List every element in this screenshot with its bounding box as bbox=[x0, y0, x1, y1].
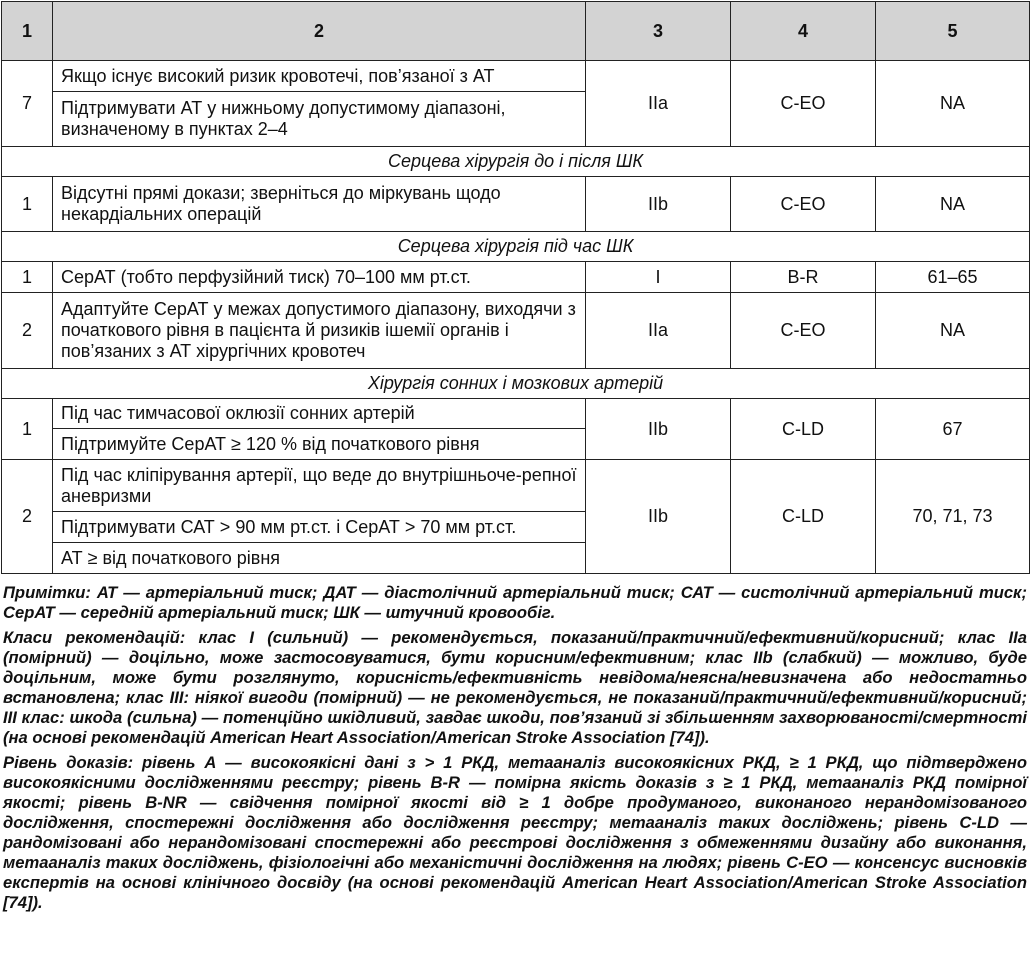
evidence-level: C-LD bbox=[731, 460, 876, 574]
references: 70, 71, 73 bbox=[876, 460, 1030, 574]
row-number: 2 bbox=[2, 293, 53, 369]
evidence-level: C-EO bbox=[731, 293, 876, 369]
recommendation-class: IIa bbox=[586, 61, 731, 147]
references: 67 bbox=[876, 399, 1030, 460]
recommendation-class: IIb bbox=[586, 399, 731, 460]
recommendation-text: Відсутні прямі докази; зверніться до міркувань щодо некардіальних операцій bbox=[53, 177, 586, 232]
column-header: 2 bbox=[53, 2, 586, 61]
table-row bbox=[2, 293, 1030, 369]
recommendation-text: Якщо існує високий ризик кровотечі, пов’язаної з АТ bbox=[53, 61, 586, 92]
evidence-level: C-LD bbox=[731, 399, 876, 460]
recommendation-text: Підтримуйте СерАТ ≥ 120 % від початкового рівня bbox=[53, 429, 586, 460]
evidence-levels-note: Рівень доказів: рівень А — високоякісні дані з > 1 РКД, метааналіз високоякісних РКД, ≥ 1 РКД, що підтверджено високоякісними дослідженнями реєстру; рівень B-R — помірна якість доказів з ≥ 1 РКД, метааналіз РКД помірної якості; рівень B-NR — свідчення помірної якості від ≥ 1 добре продуманого, виконаного нерандомізованого дослідження, спостережні дослідження або дослідження реєстру; метааналіз таких досліджень; рівень C-LD — рандомізовані або нерандомізовані спостережні або реєстрові дослідження з обмеженнями дизайну або виконання, метааналіз таких досліджень, фізіологічні або механістичні дослідження на людях; рівень C-EO — консенсус висновків експертів на основі клінічного досвіду (на основі рекомендацій American Heart Association/American Stroke Association [74]). bbox=[3, 753, 1027, 912]
recommendation-text: Під час тимчасової оклюзії сонних артерій bbox=[53, 399, 586, 429]
section-heading: Хірургія сонних і мозкових артерій bbox=[2, 369, 1030, 399]
references: 61–65 bbox=[876, 262, 1030, 293]
evidence-level: B-R bbox=[731, 262, 876, 293]
section-row bbox=[2, 232, 1030, 262]
column-header: 5 bbox=[876, 2, 1030, 61]
section-heading: Серцева хірургія до і після ШК bbox=[2, 147, 1030, 177]
recommendation-text: СерАТ (тобто перфузійний тиск) 70–100 мм рт.ст. bbox=[53, 262, 586, 293]
section-heading: Серцева хірургія під час ШК bbox=[2, 232, 1030, 262]
section-row bbox=[2, 147, 1030, 177]
table-notes bbox=[3, 583, 1027, 918]
column-header: 4 bbox=[731, 2, 876, 61]
recommendation-text: Підтримувати САТ > 90 мм рт.ст. і СерАТ > 70 мм рт.ст. bbox=[53, 512, 586, 543]
recommendation-class: IIa bbox=[586, 293, 731, 369]
section-row bbox=[2, 369, 1030, 399]
recommendation-text: АТ ≥ від початкового рівня bbox=[53, 543, 586, 574]
references: NA bbox=[876, 293, 1030, 369]
table-row bbox=[2, 177, 1030, 232]
recommendations-table bbox=[1, 1, 1030, 574]
abbreviations-note: Примітки: АТ — артеріальний тиск; ДАТ — діастолічний артеріальний тиск; САТ — систолічний артеріальний тиск; СерАТ — середній артеріальний тиск; ШК — штучний кровообіг. bbox=[3, 583, 1027, 622]
evidence-level: C-EO bbox=[731, 61, 876, 147]
recommendation-text: Адаптуйте СерАТ у межах допустимого діапазону, виходячи з початкового рівня в пацієнта й ризиків ішемії органів і пов’язаних з АТ хірургічних кровотеч bbox=[53, 293, 586, 369]
table-row bbox=[2, 61, 1030, 92]
column-header: 1 bbox=[2, 2, 53, 61]
table-row bbox=[2, 460, 1030, 512]
recommendation-classes-note: Класи рекомендацій: клас I (сильний) — рекомендується, показаний/практичний/ефективний/корисний; клас IIa (помірний) — доцільно, може застосовуватися, бути корисним/ефективним; клас IIb (слабкий) — можливо, буде доцільним, може бути розглянуто, корисність/ефективність невідома/неясна/невизначена або недостатньо встановлена; клас III: ніякої вигоди (помірний) — не рекомендується, не показаний/практичний/ефективний/корисний; III клас: шкода (сильна) — потенційно шкідливий, завдає шкоди, пов’язаний зі збільшенням захворюваності/смертності (на основі рекомендацій American Heart Association/American Stroke Association [74]). bbox=[3, 628, 1027, 747]
row-number: 2 bbox=[2, 460, 53, 574]
row-number: 1 bbox=[2, 399, 53, 460]
table-row bbox=[2, 262, 1030, 293]
references: NA bbox=[876, 177, 1030, 232]
row-number: 1 bbox=[2, 177, 53, 232]
recommendation-text: Підтримувати АТ у нижньому допустимому діапазоні, визначеному в пунктах 2–4 bbox=[53, 92, 586, 147]
table-header-row bbox=[2, 2, 1030, 61]
row-number: 1 bbox=[2, 262, 53, 293]
row-number: 7 bbox=[2, 61, 53, 147]
recommendation-class: I bbox=[586, 262, 731, 293]
recommendation-class: IIb bbox=[586, 177, 731, 232]
table-row bbox=[2, 399, 1030, 429]
column-header: 3 bbox=[586, 2, 731, 61]
evidence-level: C-EO bbox=[731, 177, 876, 232]
references: NA bbox=[876, 61, 1030, 147]
recommendation-class: IIb bbox=[586, 460, 731, 574]
recommendation-text: Під час кліпірування артерії, що веде до внутрішньоче-репної аневризми bbox=[53, 460, 586, 512]
